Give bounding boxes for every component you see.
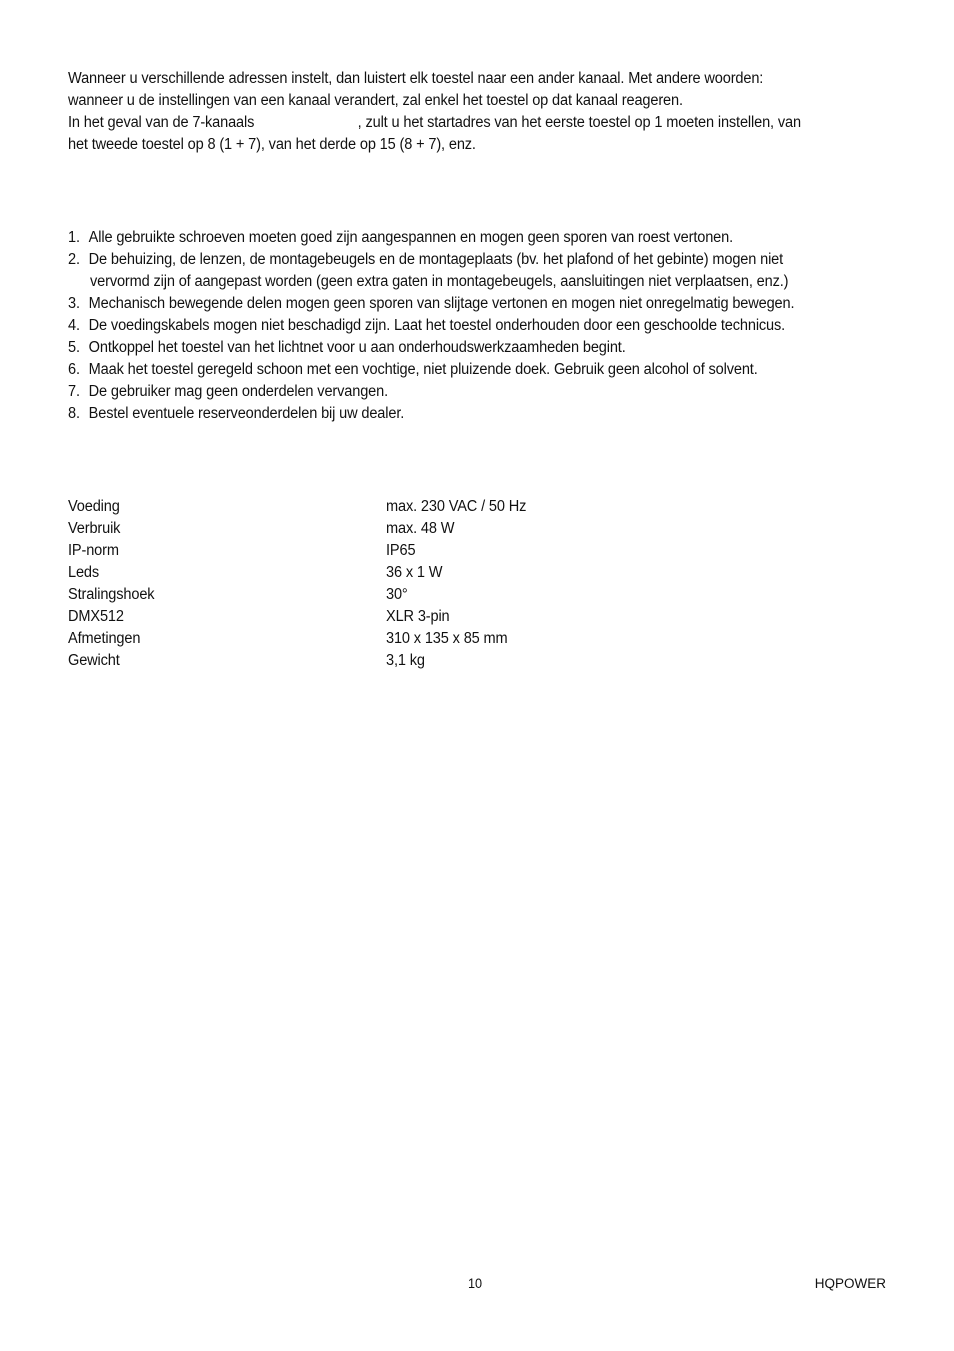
spec-label: DMX512 [68,608,124,625]
item-text: Bestel eventuele reserveonderdelen bij uw dealer. [88,405,405,422]
spec-label: Stralingshoek [68,586,155,603]
spec-value: max. 230 VAC / 50 Hz [386,498,527,515]
spec-label: Gewicht [68,652,120,669]
intro-line-3 [68,112,801,134]
maintenance-item-3 [68,293,794,315]
item-number: 2. [68,251,80,268]
item-text: De gebruiker mag geen onderdelen vervangen. [88,383,388,400]
spec-label: IP-norm [68,542,119,559]
item-number: 6. [68,361,80,378]
spec-value: XLR 3-pin [386,608,450,625]
spec-row-gewicht [68,650,768,672]
intro-line-2: wanneer u de instellingen van een kanaal verandert, zal enkel het toestel op dat kanaal reageren. [68,92,683,109]
spec-value: 310 x 135 x 85 mm [386,630,508,647]
item-number: 1. [68,229,80,246]
spec-row-voeding [68,496,768,518]
intro-line-3-part-2: , zult u het startadres van het eerste toestel op 1 moeten instellen, van [357,114,801,131]
spec-row-leds [68,562,768,584]
item-number: 3. [68,295,80,312]
spec-label: Afmetingen [68,630,141,647]
maintenance-item-1 [68,227,733,249]
maintenance-item-2-continuation: vervormd zijn of aangepast worden (geen extra gaten in montagebeugels, aansluitingen niet verplaatsen, enz.) [90,273,789,290]
item-number: 8. [68,405,80,422]
spec-row-dmx512 [68,606,768,628]
maintenance-item-4 [68,315,785,337]
item-text: Maak het toestel geregeld schoon met een vochtige, niet pluizende doek. Gebruik geen alcohol of solvent. [88,361,758,378]
footer-brand: HQPOWER [814,1276,886,1291]
item-text: De voedingskabels mogen niet beschadigd zijn. Laat het toestel onderhouden door een geschoolde technicus. [88,317,786,334]
spec-value: 3,1 kg [386,652,425,669]
page-number: 10 [468,1276,483,1291]
maintenance-item-2 [68,249,783,271]
item-number: 5. [68,339,80,356]
spec-value: max. 48 W [386,520,455,537]
item-number: 7. [68,383,80,400]
item-text: De behuizing, de lenzen, de montagebeugels en de montageplaats (bv. het plafond of het gebinte) mogen niet [88,251,784,268]
maintenance-item-6 [68,359,758,381]
spec-label: Leds [68,564,100,581]
spec-value: 36 x 1 W [386,564,443,581]
item-text: Mechanisch bewegende delen mogen geen sporen van slijtage vertonen en mogen niet onregelmatig bewegen. [88,295,795,312]
spec-row-stralingshoek [68,584,768,606]
intro-line-3-part-1: In het geval van de 7-kanaals [68,114,255,131]
spec-row-ip-norm [68,540,768,562]
intro-line-1: Wanneer u verschillende adressen instelt, dan luistert elk toestel naar een ander kanaal. Met andere woorden: [68,70,764,87]
maintenance-item-5 [68,337,626,359]
maintenance-item-8 [68,403,404,425]
intro-line-4: het tweede toestel op 8 (1 + 7), van het derde op 15 (8 + 7), enz. [68,136,476,153]
maintenance-item-7 [68,381,388,403]
item-number: 4. [68,317,80,334]
item-text: Alle gebruikte schroeven moeten goed zijn aangespannen en mogen geen sporen van roest vertonen. [88,229,734,246]
item-text: Ontkoppel het toestel van het lichtnet voor u aan onderhoudswerkzaamheden begint. [88,339,626,356]
spec-value: IP65 [386,542,416,559]
spec-row-afmetingen [68,628,768,650]
spec-label: Voeding [68,498,120,515]
spec-label: Verbruik [68,520,121,537]
spec-row-verbruik [68,518,768,540]
spec-value: 30° [386,586,408,603]
